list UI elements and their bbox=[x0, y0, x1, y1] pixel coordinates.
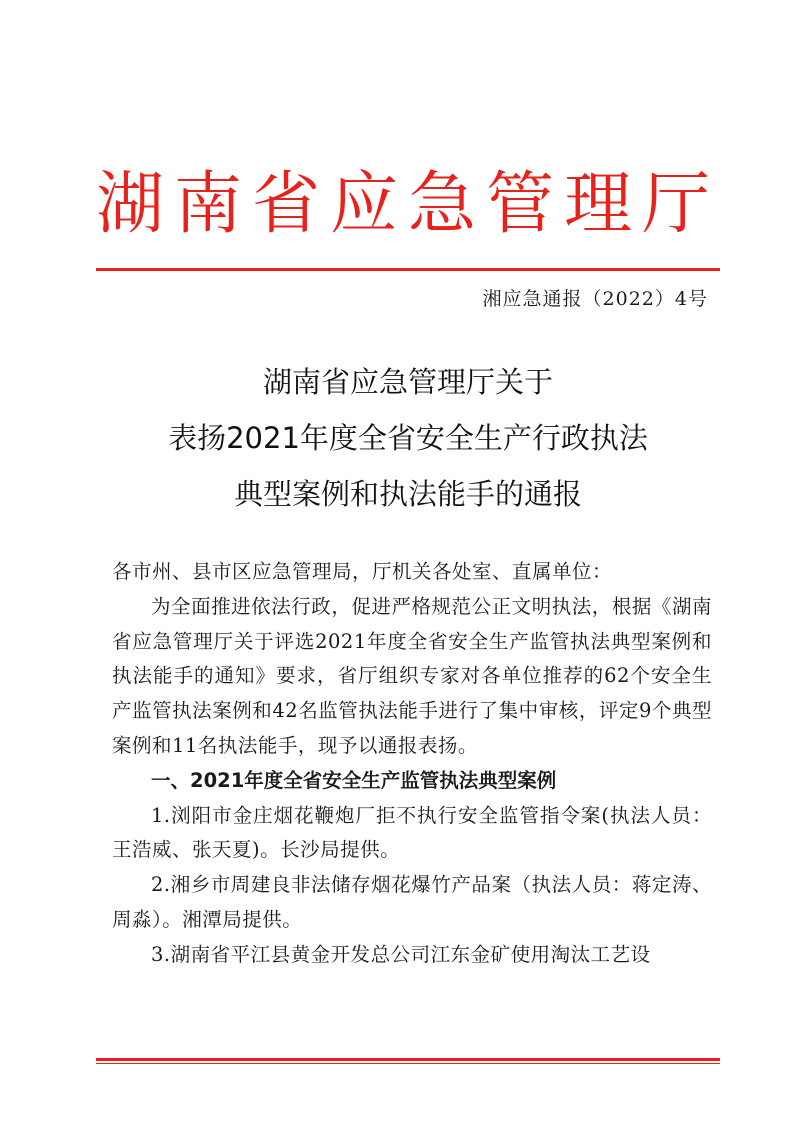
headline-line-3: 典型案例和执法能手的通报 bbox=[233, 477, 582, 511]
case-item: 1.浏阳市金庄烟花鞭炮厂拒不执行安全监管指令案(执法人员：王浩威、张天夏)。长沙局提供。 bbox=[112, 803, 712, 862]
footer-red-rule-thin bbox=[96, 1063, 720, 1064]
masthead-red-rule bbox=[96, 268, 720, 271]
organization-masthead: 湖南省应急管理厅 bbox=[96, 165, 716, 244]
headline-line-1: 湖南省应急管理厅关于 bbox=[262, 365, 553, 399]
document-body bbox=[112, 555, 712, 973]
addressee: 各市州、县市区应急管理局，厅机关各处室、直属单位： bbox=[112, 560, 613, 583]
case-item: 3.湖南省平江县黄金开发总公司江东金矿使用淘汰工艺设 bbox=[151, 942, 651, 966]
intro-paragraph: 为全面推进依法行政，促进严格规范公正文明执法，根据《湖南省应急管理厅关于评选2021年度全省安全生产监管执法典型案例和执法能手的通知》要求，省厅组织专家对各单位推荐的62个安全生产监管执法案例和42名监管执法能手进行了集中审核，评定9个典型案例和11名执法能手，现予以通报表扬。 bbox=[112, 594, 712, 757]
case-item: 2.湘乡市周建良非法储存烟花爆竹产品案（执法人员：蒋定涛、周淼）。湘潭局提供。 bbox=[112, 873, 712, 931]
headline-line-2: 表扬2021年度全省安全生产行政执法 bbox=[168, 421, 648, 455]
section-heading: 一、2021年度全省安全生产监管执法典型案例 bbox=[151, 768, 557, 792]
footer-red-rule bbox=[96, 1058, 720, 1061]
document-number: 湘应急通报（2022）4号 bbox=[482, 288, 708, 310]
